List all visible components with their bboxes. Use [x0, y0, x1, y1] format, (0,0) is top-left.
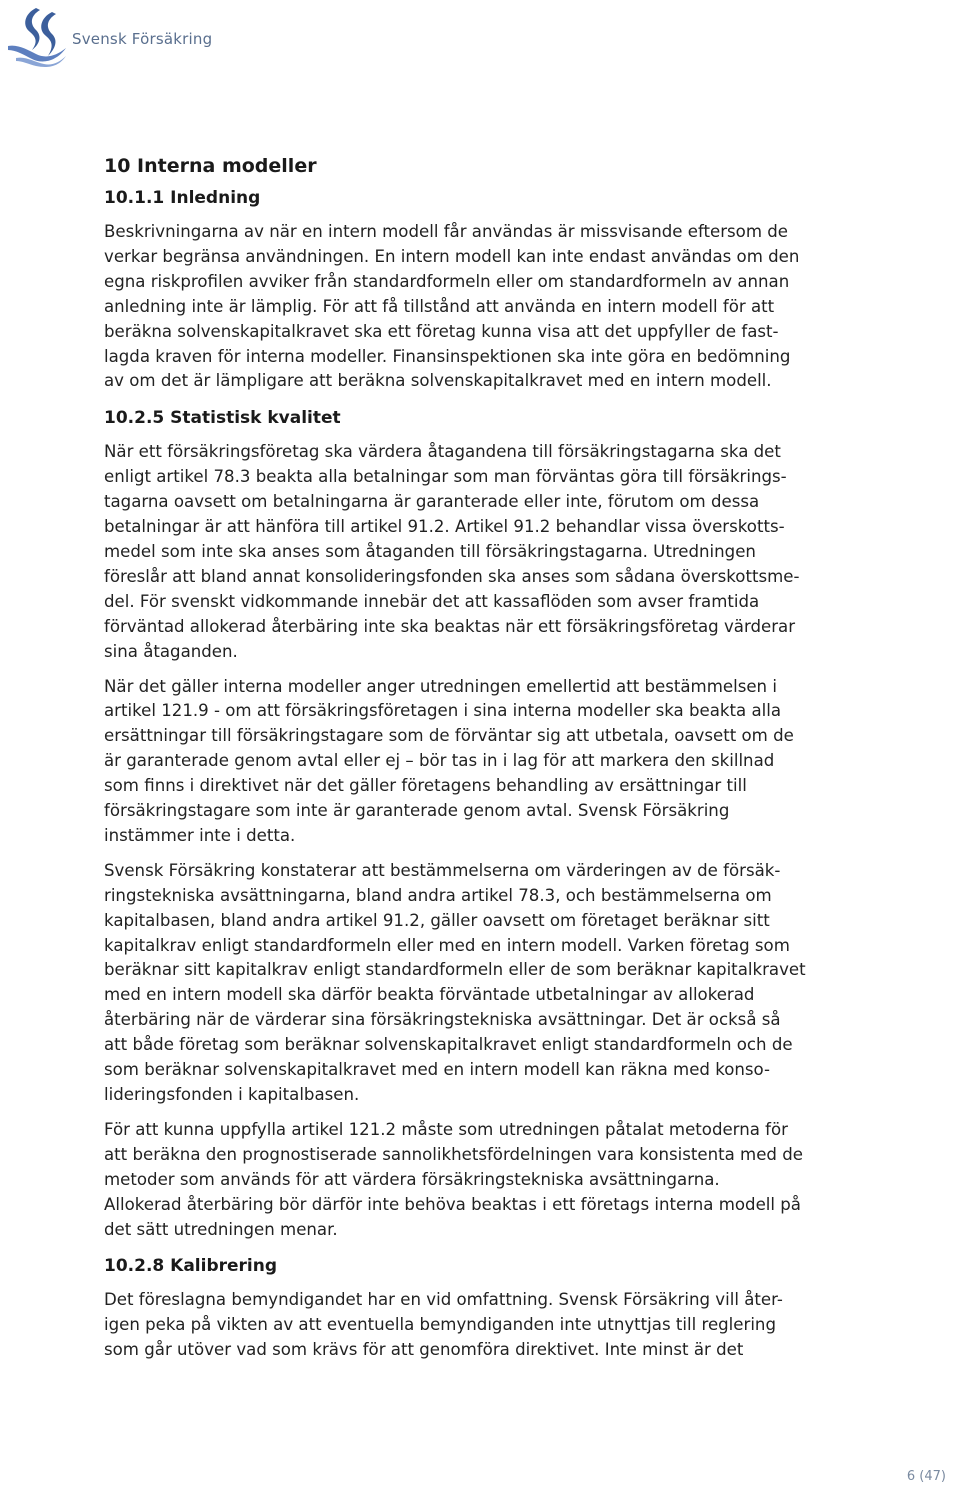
text-line: För att kunna uppfylla artikel 121.2 måste som utredningen påtalat metoderna för — [104, 1119, 788, 1139]
text-line: enligt artikel 78.3 beakta alla betalningar som man förväntas göra till försäkrings- — [104, 467, 787, 487]
text-line: av om det är lämpligare att beräkna solvenskapitalkravet med en intern modell. — [104, 371, 772, 391]
section-heading: 10 Interna modeller — [104, 155, 317, 177]
text-line: är garanterade genom avtal eller ej – bör tas in i lag för att markera den skillnad — [104, 751, 775, 771]
text-line: egna riskprofilen avviker från standardformeln eller om standardformeln av annan — [104, 271, 790, 291]
text-line: beräkna solvenskapitalkravet ska ett företag kunna visa att det uppfyller de fast- — [104, 321, 779, 341]
text-line: igen peka på vikten av att eventuella bemyndiganden inte utnyttjas till reglering — [104, 1315, 776, 1335]
text-line: ringstekniska avsättningarna, bland andra artikel 78.3, och bestämmelserna om — [104, 885, 772, 905]
paragraph — [104, 1118, 904, 1243]
logo — [6, 6, 213, 66]
text-line: sina åtaganden. — [104, 641, 238, 661]
text-line: föreslår att bland annat konsolideringsfonden ska anses som sådana överskottsme- — [104, 566, 800, 586]
text-line: förväntad allokerad återbäring inte ska beaktas när ett försäkringsföretag värderar — [104, 616, 796, 636]
text-line: som beräknar solvenskapitalkravet med en intern modell kan räkna med konso- — [104, 1060, 770, 1080]
text-line: ersättningar till försäkringstagare som de förväntar sig att utbetala, oavsett om de — [104, 726, 794, 746]
text-line: Allokerad återbäring bör därför inte behöva beaktas i ett företags interna modell på — [104, 1194, 801, 1214]
paragraph — [104, 440, 904, 664]
text-line: som finns i direktivet när det gäller företagens behandling av ersättningar till — [104, 776, 747, 796]
paragraph — [104, 675, 904, 849]
text-line: Det föreslagna bemyndigandet har en vid omfattning. Svensk Försäkring vill åter- — [104, 1290, 783, 1310]
text-line: tagarna oavsett om betalningarna är garanterade eller inte, förutom om dessa — [104, 492, 760, 512]
text-line: medel som inte ska anses som åtaganden till försäkringstagarna. Utredningen — [104, 541, 756, 561]
text-line: lagda kraven för interna modeller. Finansinspektionen ska inte göra en bedömning — [104, 346, 791, 366]
text-line: det sätt utredningen menar. — [104, 1219, 338, 1239]
text-line: att både företag som beräknar solvenskapitalkravet enligt standardformeln och de — [104, 1035, 793, 1055]
logo-mark-icon — [6, 6, 70, 68]
text-line: återbäring när de värderar sina försäkringstekniska avsättningar. Det är också så — [104, 1010, 781, 1030]
logo-text: Svensk Försäkring — [72, 30, 213, 48]
text-line: Svensk Försäkring konstaterar att bestämmelserna om värderingen av de försäk- — [104, 860, 781, 880]
text-line: betalningar är att hänföra till artikel 91.2. Artikel 91.2 behandlar vissa överskotts- — [104, 517, 785, 537]
paragraph — [104, 1288, 904, 1363]
text-line: att beräkna den prognostiserade sannolikhetsfördelningen vara konsistenta med de — [104, 1144, 803, 1164]
paragraph — [104, 859, 904, 1108]
text-line: med en intern modell ska därför beakta förväntade utbetalningar av allokerad — [104, 985, 755, 1005]
text-line: anledning inte är lämplig. För att få tillstånd att använda en intern modell för att — [104, 296, 775, 316]
text-line: metoder som används för att värdera försäkringstekniska avsättningarna. — [104, 1169, 720, 1189]
text-line: verkar begränsa användningen. En intern modell kan inte endast användas om den — [104, 246, 800, 266]
text-line: del. För svenskt vidkommande innebär det att kassaflöden som avser framtida — [104, 591, 760, 611]
text-line: instämmer inte i detta. — [104, 825, 296, 845]
page-number: 6 (47) — [906, 1469, 946, 1484]
text-line: försäkringstagare som inte är garanterade genom avtal. Svensk Försäkring — [104, 801, 730, 821]
text-line: beräknar sitt kapitalkrav enligt standardformeln eller de som beräknar kapitalkravet — [104, 960, 806, 980]
text-line: kapitalbasen, bland andra artikel 91.2, gäller oavsett om företaget beräknar sitt — [104, 910, 770, 930]
text-line: Beskrivningarna av när en intern modell får användas är missvisande eftersom de — [104, 222, 789, 241]
text-line: När ett försäkringsföretag ska värdera åtagandena till försäkringstagarna ska det — [104, 442, 781, 462]
text-line: som går utöver vad som krävs för att genomföra direktivet. Inte minst är det — [104, 1340, 744, 1360]
subsection-heading: 10.2.8 Kalibrering — [104, 1256, 278, 1277]
text-line: lideringsfonden i kapitalbasen. — [104, 1085, 360, 1104]
subsection-heading: 10.1.1 Inledning — [104, 188, 261, 208]
text-line: artikel 121.9 - om att försäkringsföretagen i sina interna modeller ska beakta alla — [104, 701, 781, 721]
subsection-heading: 10.2.5 Statistisk kvalitet — [104, 408, 341, 429]
text-line: kapitalkrav enligt standardformeln eller med en intern modell. Varken företag som — [104, 935, 790, 955]
text-line: När det gäller interna modeller anger utredningen emellertid att bestämmelsen i — [104, 676, 777, 696]
paragraph — [104, 220, 904, 394]
document-body — [104, 150, 904, 1363]
